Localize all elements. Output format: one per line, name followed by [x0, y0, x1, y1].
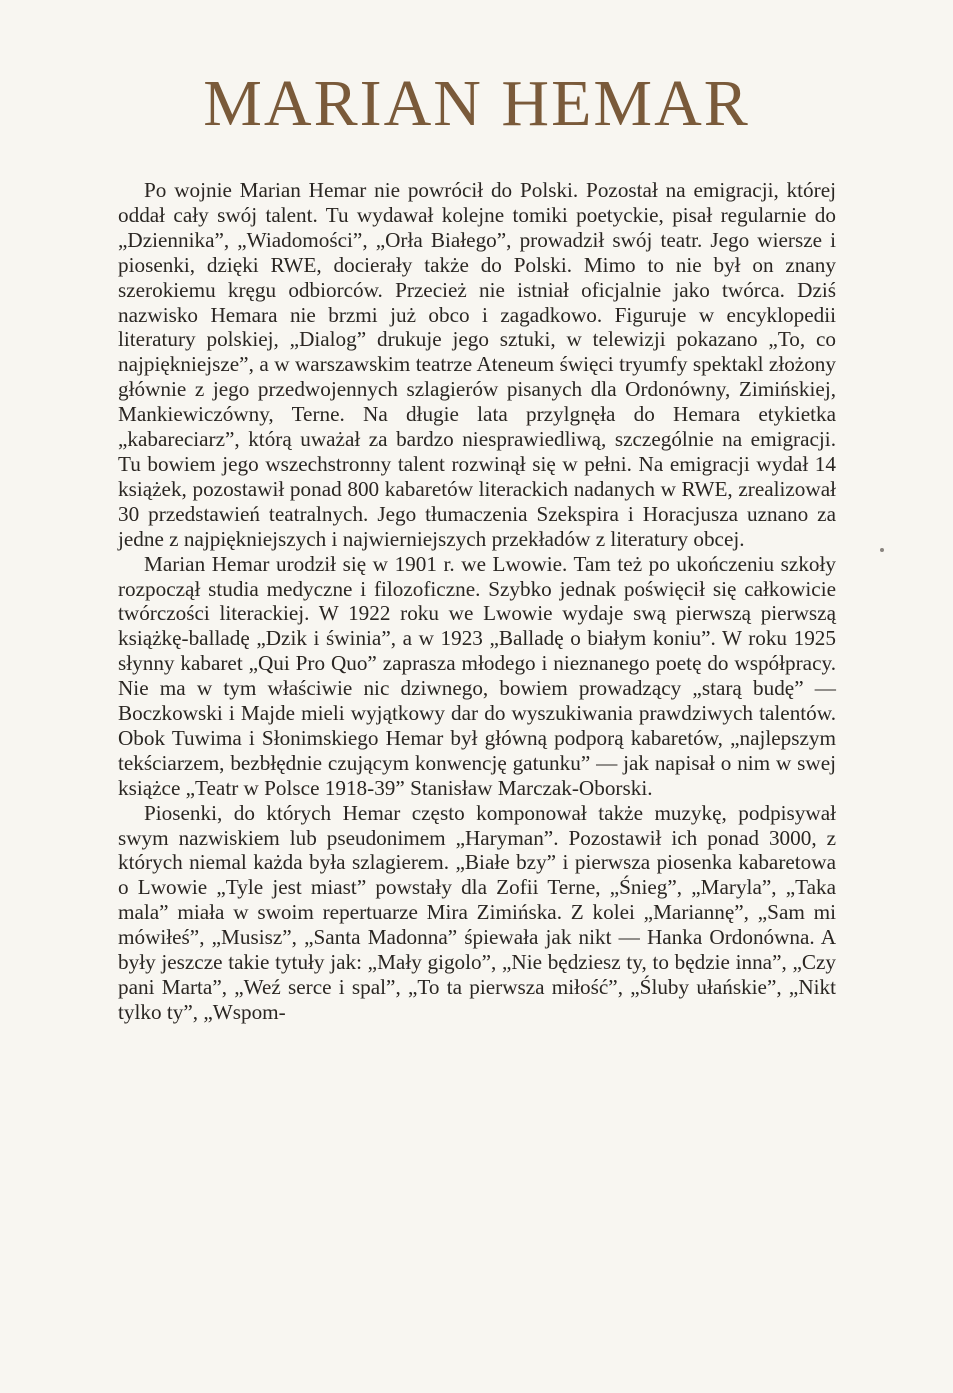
page-title: MARIAN HEMAR — [203, 67, 750, 140]
paragraph-1: Po wojnie Marian Hemar nie powrócił do Polski. Pozostał na emigracji, której oddał cały swój talent. Tu wydawał kolejne tomiki poetyckie, pisał regularnie do „Dziennika”, „Wiadomości”, „Orła Białego”, prowadził swój teatr. Jego wiersze i piosenki, dzięki RWE, docierały także do Polski. Mimo to nie był on znany szerokiemu kręgu odbiorców. Przecież nie istniał oficjalnie jako twórca. Dziś nazwisko Hemara nie brzmi już obco i zagadkowo. Figuruje w encyklopedii literatury polskiej, „Dialog” drukuje jego sztuki, w telewizji pokazano „To, co najpiękniejsze”, a w warszawskim teatrze Ateneum święci tryumfy spektakl złożony głównie z jego przedwojennych szlagierów pisanych dla Ordonówny, Zimińskiej, Mankiewiczówny, Terne. Na długie lata przylgnęła do Hemara etykietka „kabareciarz”, którą uważał za bardzo niesprawiedliwą, szczególnie na emigracji. Tu bowiem jego wszechstronny talent rozwinął się w pełni. Na emigracji wydał 14 książek, pozostawił ponad 800 kabaretów literackich nadanych w RWE, zrealizował 30 przedstawień teatralnych. Jego tłumaczenia Szekspira i Horacjusza uznano za jedne z najpiękniejszych i najwierniejszych przekładów z literatury obcej. — [118, 178, 836, 551]
paragraph-2: Marian Hemar urodził się w 1901 r. we Lwowie. Tam też po ukończeniu szkoły rozpoczął studia medyczne i filozoficzne. Szybko jednak poświęcił się całkowicie twórczości literackiej. W 1922 roku we Lwowie wydaje swą pierwszą pierwszą książkę-balladę „Dzik i świnia”, a w 1923 „Balladę o białym koniu”. W roku 1925 słynny kabaret „Qui Pro Quo” zaprasza młodego i nieznanego poetę do współpracy. Nie ma w tym właściwie nic dziwnego, bowiem prowadzący „starą budę” — Boczkowski i Majde mieli wyjątkowy dar do wyszukiwania prawdziwych talentów. Obok Tuwima i Słonimskiego Hemar był główną podporą kabaretów, „najlepszym tekściarzem, bezbłędnie czującym konwencję gatunku” — jak napisał o nim w swej książce „Teatr w Polsce 1918-39” Stanisław Marczak-Oborski. — [118, 551, 836, 800]
article-body — [118, 178, 836, 1025]
paragraph-3: Piosenki, do których Hemar często komponował także muzykę, podpisywał swym nazwiskiem lub pseudonimem „Haryman”. Pozostawił ich ponad 3000, z których niemal każda była szlagierem. „Białe bzy” i pierwsza piosenka kabaretowa o Lwowie „Tyle jest miast” powstały dla Zofii Terne, „Śnieg”, „Maryla”, „Taka mala” miała w swoim repertuarze Mira Zimińska. Z kolei „Mariannę”, „Sam mi mówiłeś”, „Musisz”, „Santa Madonna” śpiewała jak nikt — Hanka Ordonówna. A były jeszcze takie tytuły jak: „Mały gigolo”, „Nie będziesz ty, to będzie inna”, „Czy pani Marta”, „Weź serce i spal”, „To ta pierwsza miłość”, „Śluby ułańskie”, „Nikt tylko ty”, „Wspom- — [118, 800, 836, 1024]
paper-speck — [880, 548, 884, 552]
